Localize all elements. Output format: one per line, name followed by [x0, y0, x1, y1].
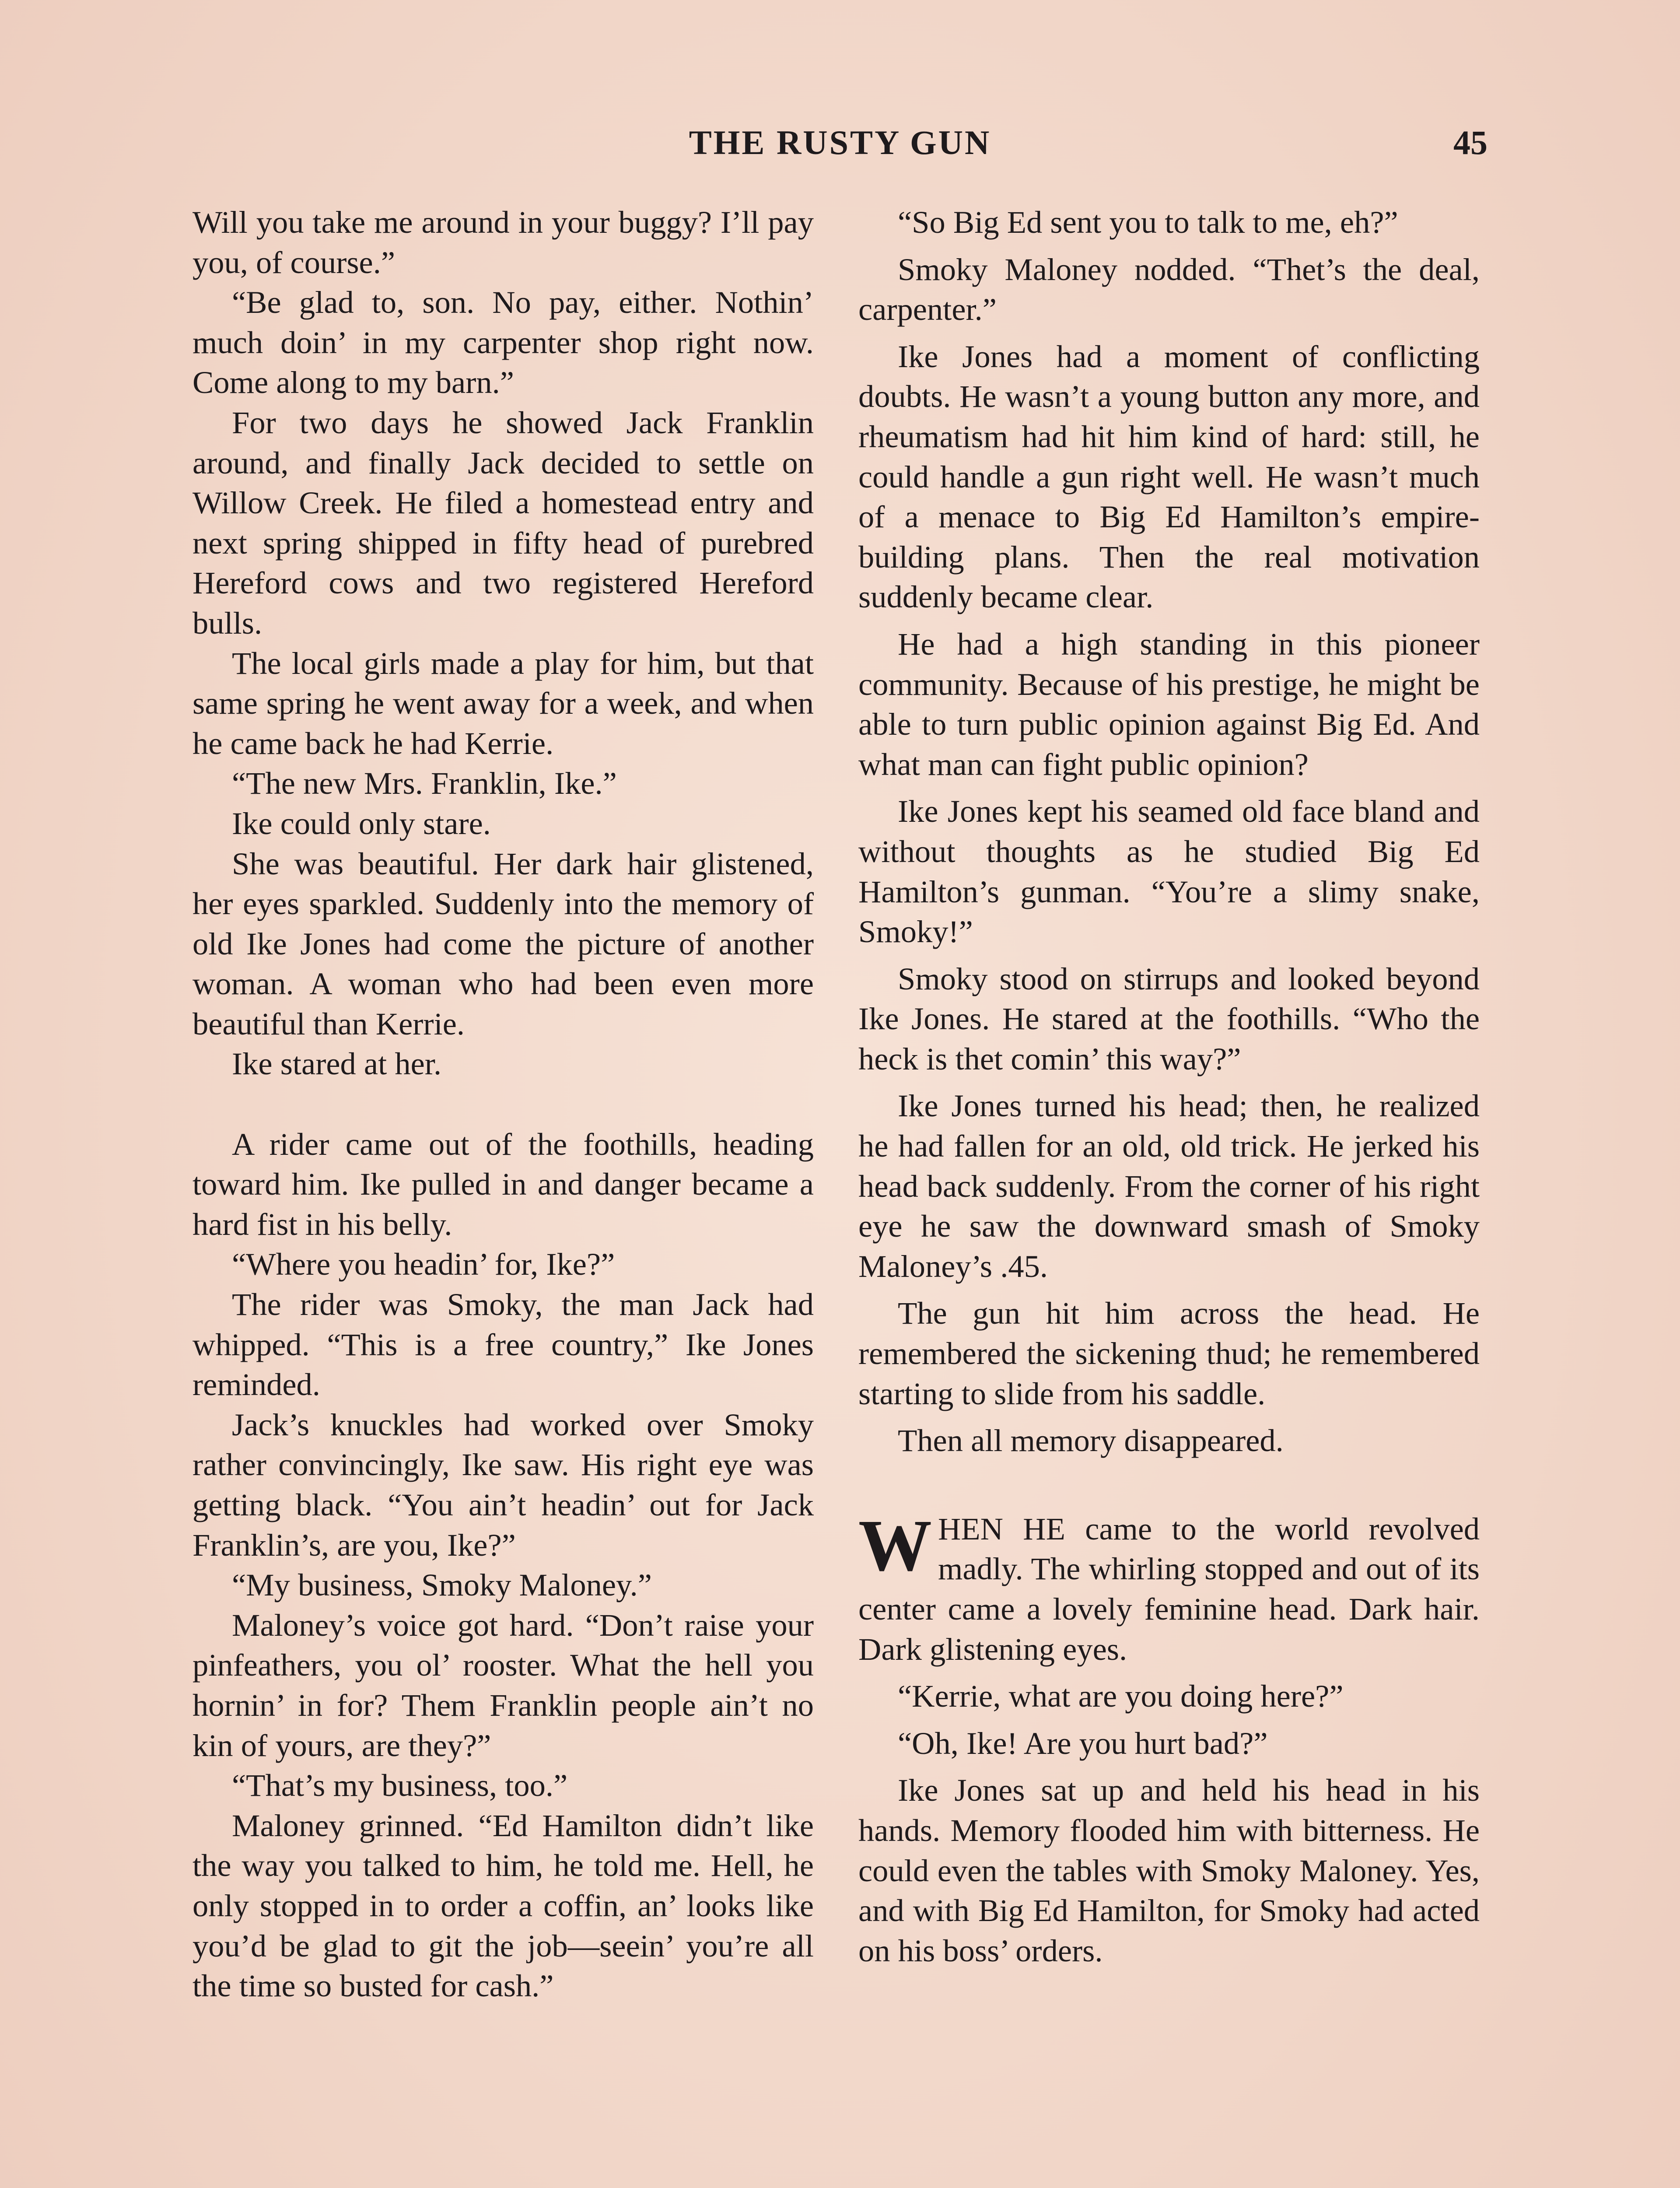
- paragraph: Will you take me around in your buggy? I’ll pay you, of course.”: [192, 204, 814, 280]
- dropcap-letter: W: [858, 1504, 932, 1586]
- section-opening-text: HEN HE came to the world revolved madly. The whirling stopped and out of its center came a lovely feminine head. Dark hair. Dark glistening eyes.: [858, 1511, 1480, 1667]
- left-column: [192, 202, 814, 2006]
- section-gap: [858, 1468, 1480, 1509]
- paragraph: Smoky Maloney nodded. “Thet’s the deal, carpenter.”: [858, 251, 1480, 327]
- paragraph: “My business, Smoky Maloney.”: [232, 1567, 652, 1603]
- paragraph: “So Big Ed sent you to talk to me, eh?”: [898, 204, 1398, 240]
- paragraph: “The new Mrs. Franklin, Ike.”: [232, 765, 617, 801]
- right-column: [858, 202, 1480, 1978]
- paragraph: Maloney’s voice got hard. “Don’t raise your pinfeathers, you ol’ rooster. What the hell you hornin’ in for? Them Franklin people ain’t no kin of yours, are they?”: [192, 1607, 814, 1763]
- paragraph: He had a high standing in this pioneer community. Because of his prestige, he might be able to turn public opinion against Big Ed. And what man can fight public opinion?: [858, 626, 1480, 782]
- paragraph: Then all memory disappeared.: [898, 1423, 1284, 1459]
- paragraph: Ike Jones had a moment of conflicting doubts. He wasn’t a young button any more, and rheumatism had hit him kind of hard: still, he could handle a gun right well. He wasn’t much of a menace to Big Ed Hamilton’s empire-building plans. Then the real motivation suddenly became clear.: [858, 338, 1480, 615]
- running-head: [192, 121, 1488, 165]
- paragraph: Smoky stood on stirrups and looked beyond Ike Jones. He stared at the foothills. “Who the heck is thet comin’ this way?”: [858, 961, 1480, 1076]
- paragraph: Ike could only stare.: [232, 805, 491, 841]
- paragraph: A rider came out of the foothills, heading toward him. Ike pulled in and danger became a hard fist in his belly.: [192, 1126, 814, 1242]
- paragraph: “That’s my business, too.”: [232, 1767, 568, 1803]
- page-number: 45: [1453, 123, 1488, 161]
- paragraph: The local girls made a play for him, but that same spring he went away for a week, and when he came back he had Kerrie.: [192, 645, 814, 761]
- paragraph: Ike stared at her.: [232, 1046, 442, 1082]
- paragraph: The rider was Smoky, the man Jack had whipped. “This is a free country,” Ike Jones reminded.: [192, 1287, 814, 1403]
- section-opening: [858, 1504, 1480, 1669]
- paragraph: The gun hit him across the head. He remembered the sickening thud; he remembered starting to slide from his saddle.: [858, 1295, 1480, 1411]
- paragraph: “Oh, Ike! Are you hurt bad?”: [898, 1725, 1268, 1761]
- paragraph: Ike Jones kept his seamed old face bland and without thoughts as he studied Big Ed Hamilton’s gunman. “You’re a slimy snake, Smoky!”: [858, 793, 1480, 950]
- paragraph: “Be glad to, son. No pay, either. Nothin’ much doin’ in my carpenter shop right now. Come along to my barn.”: [192, 284, 814, 400]
- paragraph: Ike Jones sat up and held his head in his hands. Memory flooded him with bitterness. He could even the tables with Smoky Maloney. Yes, and with Big Ed Hamilton, for Smoky had acted on his boss’ orders.: [858, 1772, 1480, 1968]
- paragraph: Maloney grinned. “Ed Hamilton didn’t like the way you talked to him, he told me. Hell, he only stopped in to order a coffin, an’ looks like you’d be glad to git the job—seein’ you’re all the time so busted for cash.”: [192, 1807, 814, 2004]
- paragraph: Jack’s knuckles had worked over Smoky rather convincingly, Ike saw. His right eye was getting black. “You ain’t headin’ out for Jack Franklin’s, are you, Ike?”: [192, 1406, 814, 1563]
- running-title: THE RUSTY GUN: [689, 123, 991, 161]
- paragraph: For two days he showed Jack Franklin around, and finally Jack decided to settle on Willow Creek. He filed a homestead entry and next spring shipped in fifty head of purebred Hereford cows and two registered Hereford bulls.: [192, 404, 814, 641]
- paragraph: “Where you headin’ for, Ike?”: [232, 1246, 615, 1282]
- paragraph: She was beautiful. Her dark hair glistened, her eyes sparkled. Suddenly into the memory of old Ike Jones had come the picture of another woman. A woman who had been even more beautiful than Kerrie.: [192, 845, 814, 1041]
- paragraph: Ike Jones turned his head; then, he realized he had fallen for an old, old trick. He jerked his head back suddenly. From the corner of his right eye he saw the downward smash of Smoky Maloney’s .45.: [858, 1088, 1480, 1284]
- section-gap: [192, 1084, 814, 1124]
- paragraph: “Kerrie, what are you doing here?”: [898, 1678, 1344, 1714]
